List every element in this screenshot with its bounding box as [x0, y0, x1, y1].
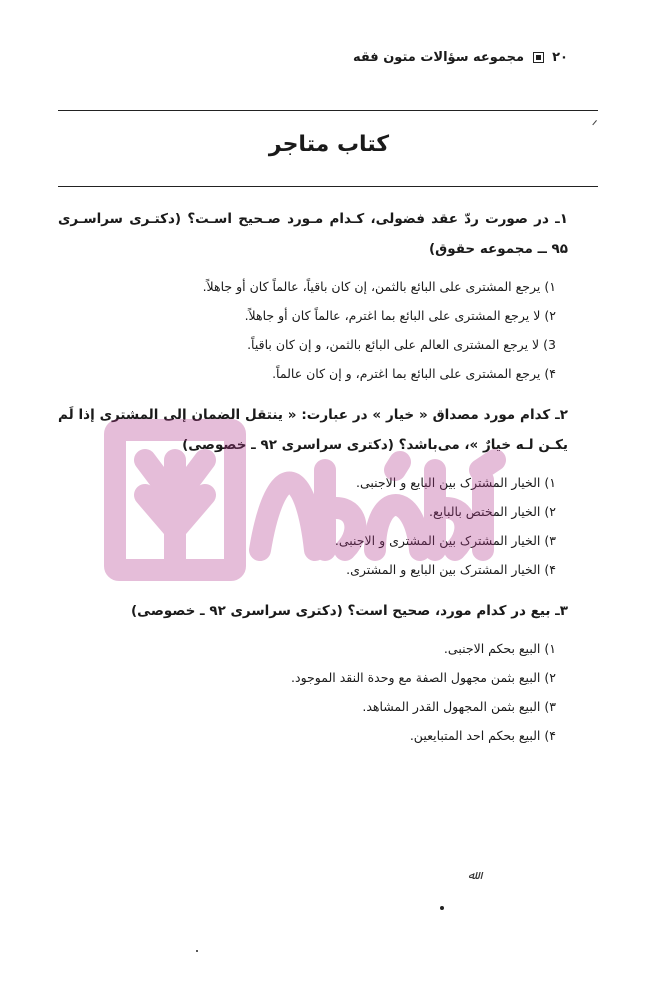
option-number: ۱): [544, 475, 556, 490]
option-text: الخیار المختص بالبایع.: [429, 504, 541, 519]
option-number: ۴): [544, 728, 556, 743]
option-3: [58, 330, 556, 359]
option-text: الخیار المشترک بین المشتری و الاجنبی.: [334, 533, 541, 548]
ink-dot: [440, 906, 444, 910]
question-source: (دکتری سراسری ۹۲ ـ خصوصی): [130, 603, 343, 619]
bottom-divider: [58, 186, 598, 187]
option-number: ۴): [544, 562, 556, 577]
option-number: ۴): [544, 366, 556, 381]
question-body: در صورت ردّ عقد فضولی، کـدام مـورد صـحیح اسـت؟: [187, 211, 549, 227]
option-number: ۳): [544, 699, 556, 714]
watermark-stroke: [375, 462, 420, 550]
option-number: ۱): [544, 279, 556, 294]
page-number: ۲۰: [552, 50, 568, 65]
question-number: ۲ـ: [555, 407, 568, 423]
option-2: [58, 301, 556, 330]
question-text: [58, 596, 568, 626]
option-text: لا یرجع المشتری العالم علی البائع بالثمن، و إن کان باقیاً.: [247, 337, 540, 352]
option-3: [58, 692, 556, 721]
option-text: لا یرجع المشتری علی البائع بما اغترم، عالماً کان أو جاهلاً.: [244, 308, 541, 323]
question-1: [58, 204, 568, 388]
watermark-shapes: [115, 430, 495, 570]
watermark-emblem-glyph: [145, 460, 205, 565]
option-number: ۱): [544, 641, 556, 656]
option-text: الخیار المشترک بین البایع و الاجنبی.: [355, 475, 541, 490]
option-text: الخیار المشترک بین البایع و المشتری.: [346, 562, 541, 577]
question-source: (دکتری سراسری ۹۲ ـ خصوصی): [182, 437, 394, 453]
option-text: البیع بحکم احد المتبایعین.: [409, 728, 541, 743]
chapter-title: کتاب متاجر: [268, 132, 390, 157]
option-number: ۲): [544, 670, 556, 685]
option-1: [58, 634, 556, 663]
watermark-stroke: [325, 470, 355, 550]
question-3: [58, 596, 568, 750]
ink-dot: [196, 950, 198, 952]
option-number: ۲): [544, 504, 556, 519]
question-body: بیع در کدام مورد، صحیح است؟: [347, 603, 551, 619]
option-4: [58, 721, 556, 750]
option-text: یرجع المشتری علی البائع بالثمن، إن کان باقیاً، عالماً کان أو جاهلاً.: [202, 279, 541, 294]
question-text: [58, 204, 568, 264]
question-body: کدام مورد مصداق « خیار » در عبارت: « ینتقل الضمان إلی المشتری إذا لَم یکـن لـه خیارٌ »، می‌باشد؟: [58, 407, 568, 453]
watermark-stroke: [435, 470, 465, 550]
options-list: [58, 272, 568, 388]
options-list: [58, 634, 568, 750]
book-icon: [533, 52, 544, 63]
publisher-watermark-logo: [75, 400, 515, 600]
book-title: مجموعه سؤالات متون فقه: [352, 50, 525, 65]
question-source: (دکتـری سراسـری ۹۵ ــ مجموعه حقوق): [58, 211, 568, 257]
option-number: ۳): [544, 533, 556, 548]
question-number: ۱ـ: [555, 211, 569, 227]
option-2: [58, 663, 556, 692]
option-number: 3): [543, 337, 556, 352]
option-4: [58, 359, 556, 388]
option-1: [58, 272, 556, 301]
page-footer-mark: ﷲ: [468, 868, 476, 882]
question-number: ۳ـ: [555, 603, 568, 619]
top-divider: [58, 110, 598, 111]
running-header: [353, 50, 568, 65]
option-text: البیع بثمن المجهول القدر المشاهد.: [362, 699, 541, 714]
option-text: یرجع المشتری علی البائع بما اغترم، و إن کان عالماً.: [272, 366, 541, 381]
watermark-stroke: [260, 483, 315, 551]
option-text: البیع بحکم الاجنبی.: [443, 641, 541, 656]
option-number: ۲): [544, 308, 556, 323]
stray-mark: [592, 120, 597, 126]
watermark-stroke: [480, 460, 495, 550]
option-text: البیع بثمن مجهول الصفة مع وحدة النقد الموجود.: [291, 670, 541, 685]
